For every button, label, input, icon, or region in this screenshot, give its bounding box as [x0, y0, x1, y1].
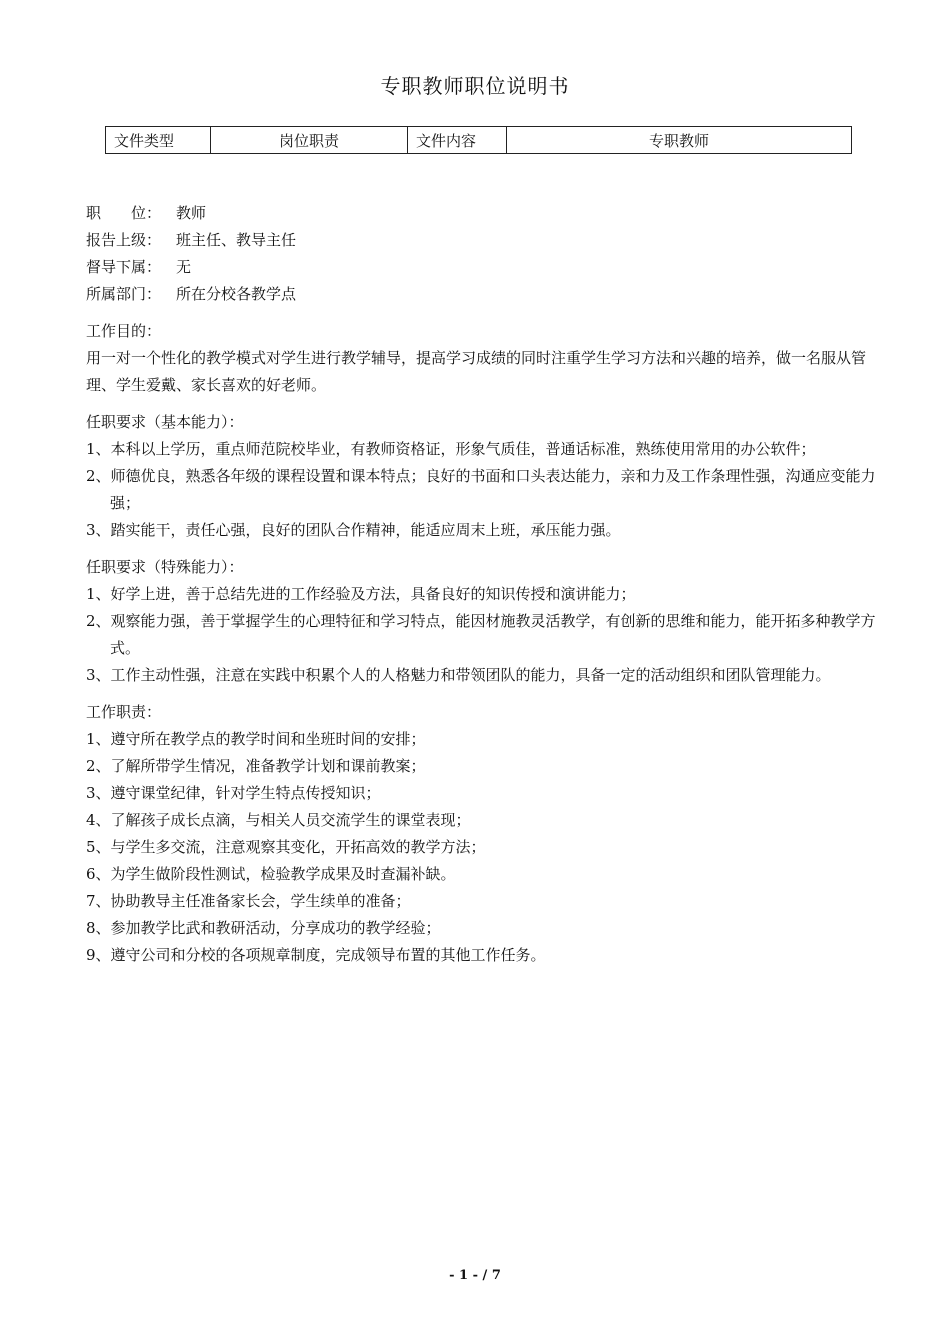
- special-requirements-heading: 任职要求（特殊能力）：: [86, 558, 244, 576]
- basic-requirements-heading: 任职要求（基本能力）：: [86, 413, 244, 431]
- info-value: 所在分校各教学点: [176, 285, 297, 303]
- list-item: 5、与学生多交流，注意观察其变化，开拓高效的教学方法；: [86, 838, 486, 856]
- list-item: 9、遵守公司和分校的各项规章制度，完成领导布置的其他工作任务。: [86, 946, 546, 964]
- info-label: 报告上级：: [86, 231, 162, 249]
- list-item: 8、参加教学比武和教研活动，分享成功的教学经验；: [86, 919, 441, 937]
- list-item: 7、协助教导主任准备家长会，学生续单的准备；: [86, 892, 411, 910]
- file-info-table: [105, 126, 852, 154]
- info-value: 无: [176, 258, 192, 276]
- file-content-value: 专职教师: [507, 127, 852, 154]
- list-item: 2、观察能力强，善于掌握学生的心理特征和学习特点，能因材施教灵活教学，有创新的思维和能力，能开拓多种教学方式。: [86, 612, 876, 657]
- info-label: 所属部门：: [86, 285, 162, 303]
- page-number: - 1 - / 7: [449, 1268, 501, 1283]
- list-item: 3、遵守课堂纪律，针对学生特点传授知识；: [86, 784, 381, 802]
- purpose-heading: 工作目的：: [86, 322, 162, 340]
- document-body: [86, 200, 876, 969]
- list-item: 1、遵守所在教学点的教学时间和坐班时间的安排；: [86, 730, 426, 748]
- duties-heading: 工作职责：: [86, 703, 162, 721]
- file-info-row: [106, 127, 852, 154]
- purpose-text: 用一对一个性化的教学模式对学生进行教学辅导，提高学习成绩的同时注重学生学习方法和兴趣的培养，做一名服从管理、学生爱戴、家长喜欢的好老师。: [86, 349, 867, 394]
- list-item: 6、为学生做阶段性测试，检验教学成果及时查漏补缺。: [86, 865, 456, 883]
- info-subordinates: [86, 254, 876, 281]
- list-item: 3、工作主动性强，注意在实践中积累个人的人格魅力和带领团队的能力，具备一定的活动组织和团队管理能力。: [86, 666, 831, 684]
- list-item: 3、踏实能干，责任心强，良好的团队合作精神，能适应周末上班，承压能力强。: [86, 521, 621, 539]
- file-type-label: 文件类型: [106, 127, 211, 154]
- list-item: 2、师德优良，熟悉各年级的课程设置和课本特点；良好的书面和口头表达能力，亲和力及工作条理性强，沟通应变能力强；: [86, 467, 876, 512]
- document-title: 专职教师职位说明书: [380, 74, 570, 98]
- list-item: 4、了解孩子成长点滴，与相关人员交流学生的课堂表现；: [86, 811, 471, 829]
- list-item: 1、本科以上学历，重点师范院校毕业，有教师资格证，形象气质佳，普通话标准，熟练使用常用的办公软件；: [86, 440, 816, 458]
- info-position: [86, 200, 876, 227]
- info-value: 班主任、教导主任: [176, 231, 297, 249]
- info-report-to: [86, 227, 876, 254]
- list-item: 2、了解所带学生情况，准备教学计划和课前教案；: [86, 757, 426, 775]
- info-value: 教师: [176, 204, 207, 222]
- info-label: 职 位：: [86, 204, 162, 222]
- info-department: [86, 281, 876, 308]
- file-type-value: 岗位职责: [211, 127, 408, 154]
- info-label: 督导下属：: [86, 258, 162, 276]
- list-item: 1、好学上进，善于总结先进的工作经验及方法，具备良好的知识传授和演讲能力；: [86, 585, 636, 603]
- file-content-label: 文件内容: [408, 127, 507, 154]
